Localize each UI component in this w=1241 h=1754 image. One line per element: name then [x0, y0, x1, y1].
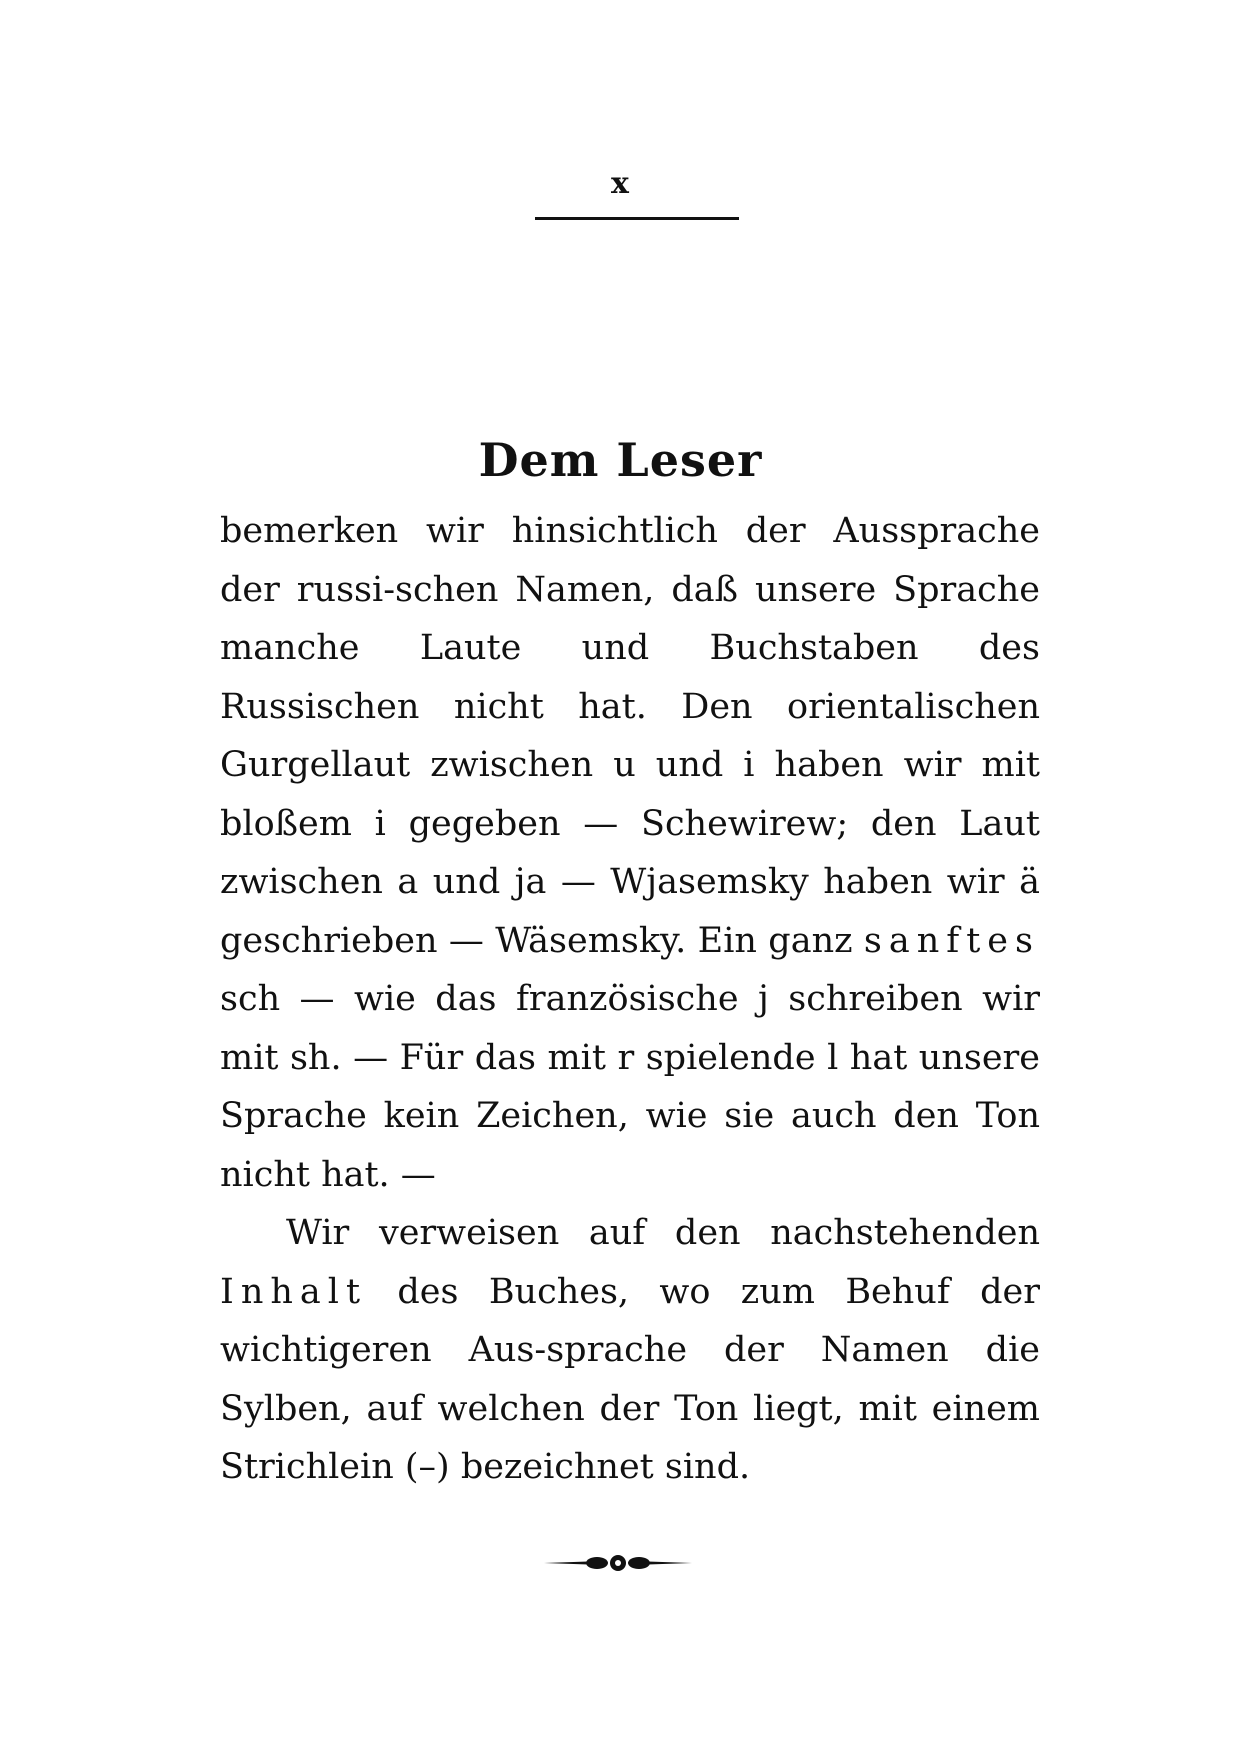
page-number: x — [611, 166, 630, 201]
spaced-word-sanftes: sanftes — [863, 920, 1040, 961]
paragraph-1-text-b: sch — wie das französische j schreiben wir mit sh. — Für das mit r spielende l hat unsere Sprache kein Zeichen, wie sie auch den Ton nicht hat. — — [220, 979, 1040, 1195]
paragraph-2-text-a: Wir verweisen auf den nachstehenden — [286, 1213, 1040, 1253]
header-rule — [535, 217, 739, 220]
ornament-divider — [544, 1546, 692, 1580]
paragraph-1 — [220, 502, 1040, 1204]
spaced-word-inhalt: Inhalt — [220, 1271, 368, 1312]
paragraph-2 — [220, 1204, 1040, 1497]
paragraph-2-text-b: des Buches, wo zum Behuf der wichtigeren Aus-sprache der Namen die Sylben, auf welchen der Ton liegt, mit einem Strichlein (–) bezeichnet sind. — [220, 1271, 1040, 1487]
page-heading: Dem Leser — [478, 433, 763, 487]
body-text — [220, 502, 1040, 1497]
paragraph-1-text-a: bemerken wir hinsichtlich der Aussprache der russi-schen Namen, daß unsere Sprache manche Laute und Buchstaben des Russischen nicht hat. Den orientalischen Gurgellaut zwischen u und i haben wir mit bloßem i gegeben — Schewirew; den Laut zwischen a und ja — Wjasemsky haben wir ä geschrieben — Wäsemsky. Ein ganz — [220, 511, 1040, 961]
